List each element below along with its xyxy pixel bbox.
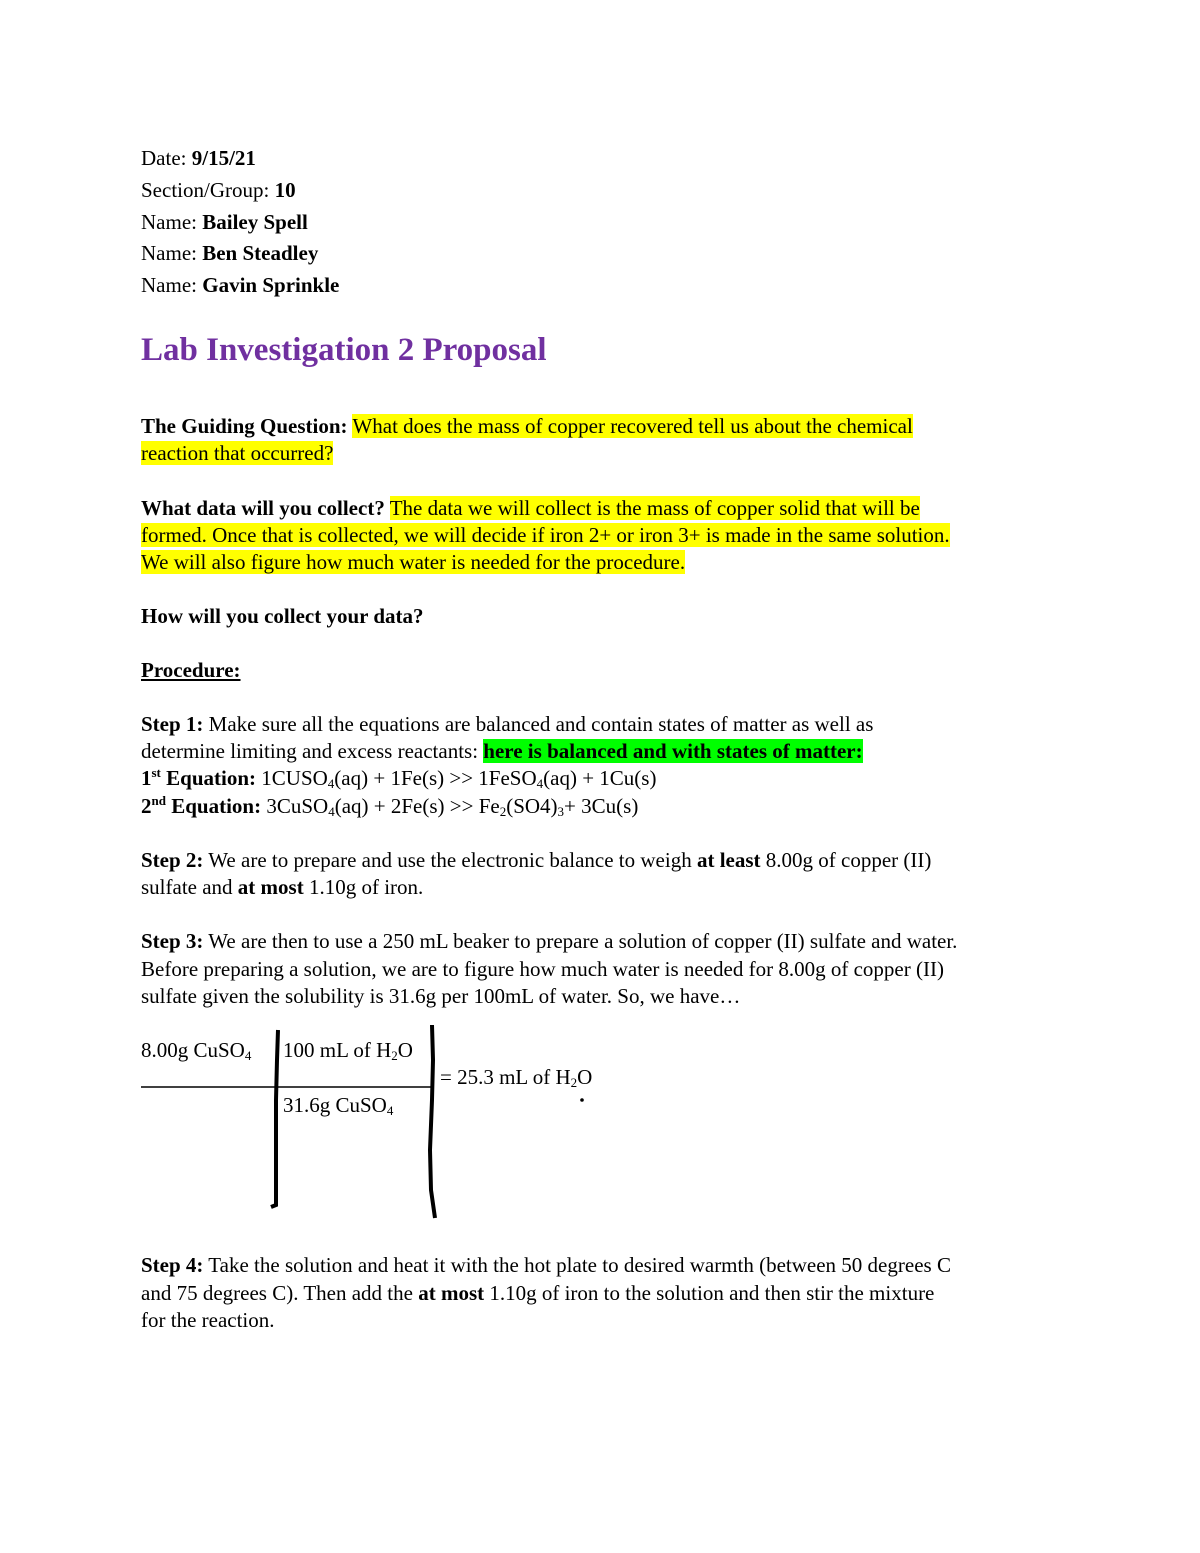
section-value: 10 <box>274 178 296 202</box>
eq1-part: (aq) + 1Cu(s) <box>543 766 657 790</box>
step2-text: 1.10g of iron. <box>308 875 424 899</box>
eq2-subscript: 3 <box>557 804 565 819</box>
step3-text: sulfate given the solubility is 31.6g per 100mL of water. So, we have… <box>141 984 741 1008</box>
step2-emphasis: at most <box>237 875 304 899</box>
calc-numerator-2 <box>283 1037 413 1064</box>
divider-line-left <box>271 1030 278 1207</box>
calc-subscript: 2 <box>570 1075 578 1090</box>
eq2-label: Equation: <box>171 794 262 818</box>
data-collect-label: What data will you collect? <box>141 496 385 520</box>
name-label: Name: <box>141 241 197 265</box>
name-value: Ben Steadley <box>202 241 319 265</box>
guiding-question-label: The Guiding Question: <box>141 414 348 438</box>
step1-text: Make sure all the equations are balanced and contain states of matter as well as <box>208 712 874 736</box>
calc-subscript: 2 <box>391 1048 398 1063</box>
eq2-part: (SO4) <box>506 794 558 818</box>
step4-label: Step 4: <box>141 1253 204 1277</box>
calc-text: 100 mL of H <box>283 1038 392 1062</box>
step2-label: Step 2: <box>141 848 204 872</box>
step4-text: and 75 degrees C). Then add the <box>141 1281 413 1305</box>
step3-label: Step 3: <box>141 929 204 953</box>
eq1-number: 1 <box>141 766 152 790</box>
section-label: Section/Group: <box>141 178 270 202</box>
step3-text: We are then to use a 250 mL beaker to prepare a solution of copper (II) sulfate and water. <box>208 929 958 953</box>
divider-line-right <box>430 1025 435 1218</box>
eq2-subscript: 4 <box>328 804 335 819</box>
calc-denominator-2 <box>283 1092 393 1119</box>
eq2-part: (aq) + 2Fe(s) >> Fe <box>334 794 500 818</box>
data-collect-text: The data we will collect is the mass of copper solid that will be <box>389 496 920 520</box>
eq1-part: 1CUSO <box>261 766 328 790</box>
step2-text: sulfate and <box>141 875 233 899</box>
eq1-subscript: 4 <box>327 776 335 791</box>
eq2-number: 2 <box>141 794 152 818</box>
step3-text: Before preparing a solution, we are to figure how much water is needed for 8.00g of copper (II) <box>141 957 944 981</box>
data-collect-text: formed. Once that is collected, we will decide if iron 2+ or iron 3+ is made in the same solution. <box>141 523 950 547</box>
date-value: 9/15/21 <box>191 146 256 170</box>
step1-text: determine limiting and excess reactants: <box>141 739 479 763</box>
name-label: Name: <box>141 273 197 297</box>
guiding-question-text: reaction that occurred? <box>141 441 334 465</box>
how-collect-heading: How will you collect your data? <box>141 604 424 628</box>
calc-text: O <box>397 1038 413 1062</box>
eq1-ordinal: st <box>151 765 161 780</box>
step4-line <box>141 1252 951 1279</box>
calc-subscript: 4 <box>244 1048 252 1063</box>
eq1-part: (aq) + 1Fe(s) >> 1FeSO <box>334 766 537 790</box>
name-value: Gavin Sprinkle <box>202 273 340 297</box>
date-label: Date: <box>141 146 187 170</box>
calc-text: 8.00g CuSO <box>141 1038 245 1062</box>
name-value: Bailey Spell <box>202 210 308 234</box>
document-title: Lab Investigation 2 Proposal <box>141 332 547 368</box>
calc-subscript: 4 <box>386 1103 394 1118</box>
eq2-ordinal: nd <box>151 793 166 808</box>
eq2-subscript: 2 <box>499 804 507 819</box>
step4-emphasis: at most <box>418 1281 485 1305</box>
step1-highlight: here is balanced and with states of matter: <box>483 739 863 763</box>
calc-text: 31.6g CuSO <box>283 1093 387 1117</box>
step1-label: Step 1: <box>141 712 204 736</box>
eq2-part: 3CuSO <box>266 794 329 818</box>
name-label: Name: <box>141 210 197 234</box>
step2-emphasis: at least <box>696 848 761 872</box>
step4-line <box>141 1280 934 1307</box>
calc-text: O <box>577 1065 593 1089</box>
step4-line <box>141 1307 275 1334</box>
step4-text: 1.10g of iron to the solution and then stir the mixture <box>489 1281 935 1305</box>
eq1-subscript: 4 <box>536 776 544 791</box>
step4-text: for the reaction. <box>141 1308 275 1332</box>
step2-text: We are to prepare and use the electronic balance to weigh <box>208 848 692 872</box>
calc-result <box>440 1064 592 1091</box>
guiding-question-text: What does the mass of copper recovered tell us about the chemical <box>352 414 913 438</box>
ink-dot <box>580 1098 584 1102</box>
data-collect-text: We will also figure how much water is needed for the procedure. <box>141 550 686 574</box>
step4-text: Take the solution and heat it with the hot plate to desired warmth (between 50 degrees C <box>208 1253 951 1277</box>
procedure-heading: Procedure: <box>141 658 241 682</box>
calc-numerator-1 <box>141 1037 251 1064</box>
calc-text: = 25.3 mL of H <box>440 1065 571 1089</box>
eq2-part: + 3Cu(s) <box>564 794 639 818</box>
eq1-label: Equation: <box>166 766 257 790</box>
step2-text: 8.00g of copper (II) <box>765 848 932 872</box>
